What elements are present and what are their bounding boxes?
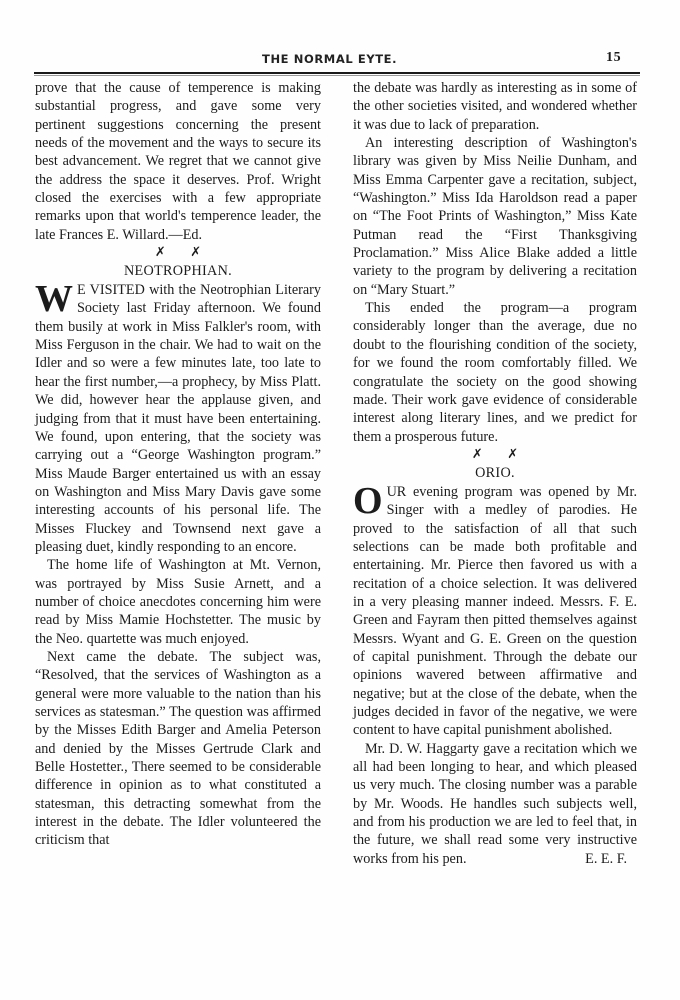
header-rule-thin bbox=[34, 75, 640, 76]
home-life-paragraph: The home life of Washington at Mt. Vernon, was portrayed by Miss Susie Arnett, and a number of choice anecdotes concerning him were read by Miss Mamie Hochstetter. The music by the Neo. quartette was much enjoyed. bbox=[35, 557, 321, 647]
section-title-orio: ORIO. bbox=[475, 464, 515, 481]
drop-cap: W bbox=[35, 278, 73, 321]
paragraph-text: UR evening program was opened by Mr. Singer with a medley of parodies. He proved to the satisfaction of all that such selections can be made both profitable and entertaining. Mr. Pierce then favored us with a recitation of a choice selection. It was delivered in a very pleasing manner indeed. Messrs. F. E. Green and Fayram then pitted themselves against Messrs. Wyant and G. E. Green on the question of capital punishment. Through the debate our opinions wavered between affirmative and negative; but at the close of the debate, when the judges decided in favor of the negative, we were content to have capital punishment abolished. bbox=[353, 483, 637, 739]
haggarty-paragraph bbox=[353, 740, 637, 868]
program-ended-paragraph: This ended the program—a program considerably longer than the average, due no doubt to the flourishing condition of the society, for we found the room comfortably filled. We congratulate the society on the good showing made. Their work gave evidence of considerable interest along literary lines, and we predict for them a prosperous future. bbox=[353, 300, 637, 445]
author-signature: E. E. F. bbox=[585, 850, 627, 867]
section-ornament: ✗ ✗ bbox=[154, 245, 212, 261]
section-ornament: ✗ ✗ bbox=[471, 446, 529, 462]
header-rule bbox=[34, 72, 640, 74]
page-number: 15 bbox=[606, 50, 622, 65]
running-header bbox=[0, 50, 680, 68]
debate-paragraph-end: the debate was hardly as interesting as in some of the other societies visited, and wondered whether it was due to lack of preparation. bbox=[353, 80, 637, 133]
orio-intro-paragraph bbox=[353, 479, 637, 740]
paragraph-text: E VISITED with the Neotrophian Literary Society last Friday afternoon. We found them busily at work in Miss Falkler's room, with Miss Ferguson in the chair. We had to wait on the Idler and so were a few minutes late, too late to hear the first number,—a prophecy, by Miss Platt. We did, however hear the applause given, and judging from that it must have been entertaining. We found, upon entering, that the society was carrying out a “George Washington program.” Miss Maude Barger entertained us with an essay on Washington and Miss Mary Davis gave some interesting accounts of his personal life. The Misses Fluckey and Townsend next gave a pleasing duet, kindly responding to an encore. bbox=[35, 282, 321, 555]
paragraph-text: Mr. D. W. Haggarty gave a recitation which we all had been longing to hear, and which pleased us very much. The closing number was a parable by Mr. Woods. He handles such subjects well, and from his production we are led to feel that, in the future, we shall read some very instructive works from his pen. bbox=[353, 740, 637, 867]
drop-cap: O bbox=[353, 479, 383, 522]
left-column bbox=[35, 79, 321, 850]
debate-paragraph: Next came the debate. The subject was, “Resolved, that the services of Washington as a general were more valuable to the nation than his services as statesman.” The question was affirmed by the Misses Edith Barger and Amelia Peterson and denied by the Misses Gertrude Clark and Belle Hostetter., There seemed to be considerable difference in opinion as to what constituted a statesman, this detracting somewhat from the interest in the debate. The Idler volunteered the criticism that bbox=[35, 648, 321, 849]
neotrophian-intro-paragraph bbox=[35, 278, 321, 556]
publication-title: THE NORMAL EYTE. bbox=[262, 52, 398, 66]
right-column bbox=[353, 79, 637, 868]
temperence-paragraph-end: prove that the cause of temperence is making substantial progress, and gave some very pertinent suggestions concerning the present needs of the movement and the ways to secure its best advancement. We regret that we cannot give the address the space it deserves. Prof. Wright closed the exercises with a few appropriate remarks upon that world's temperence leader, the late Frances E. Willard.—Ed. bbox=[35, 80, 321, 243]
library-paragraph: An interesting description of Washington's library was given by Miss Neilie Dunham, and Miss Emma Carpenter gave a recitation, subject, “Washington.” Miss Ida Haroldson read a paper on “The Foot Prints of Washington,” Miss Kate Putman read the “First Thanksgiving Proclamation.” Miss Alice Blake added a little variety to the program by delivering a recitation on “Mary Stuart.” bbox=[353, 135, 637, 298]
section-title-neotrophian: NEOTROPHIAN. bbox=[123, 263, 233, 280]
